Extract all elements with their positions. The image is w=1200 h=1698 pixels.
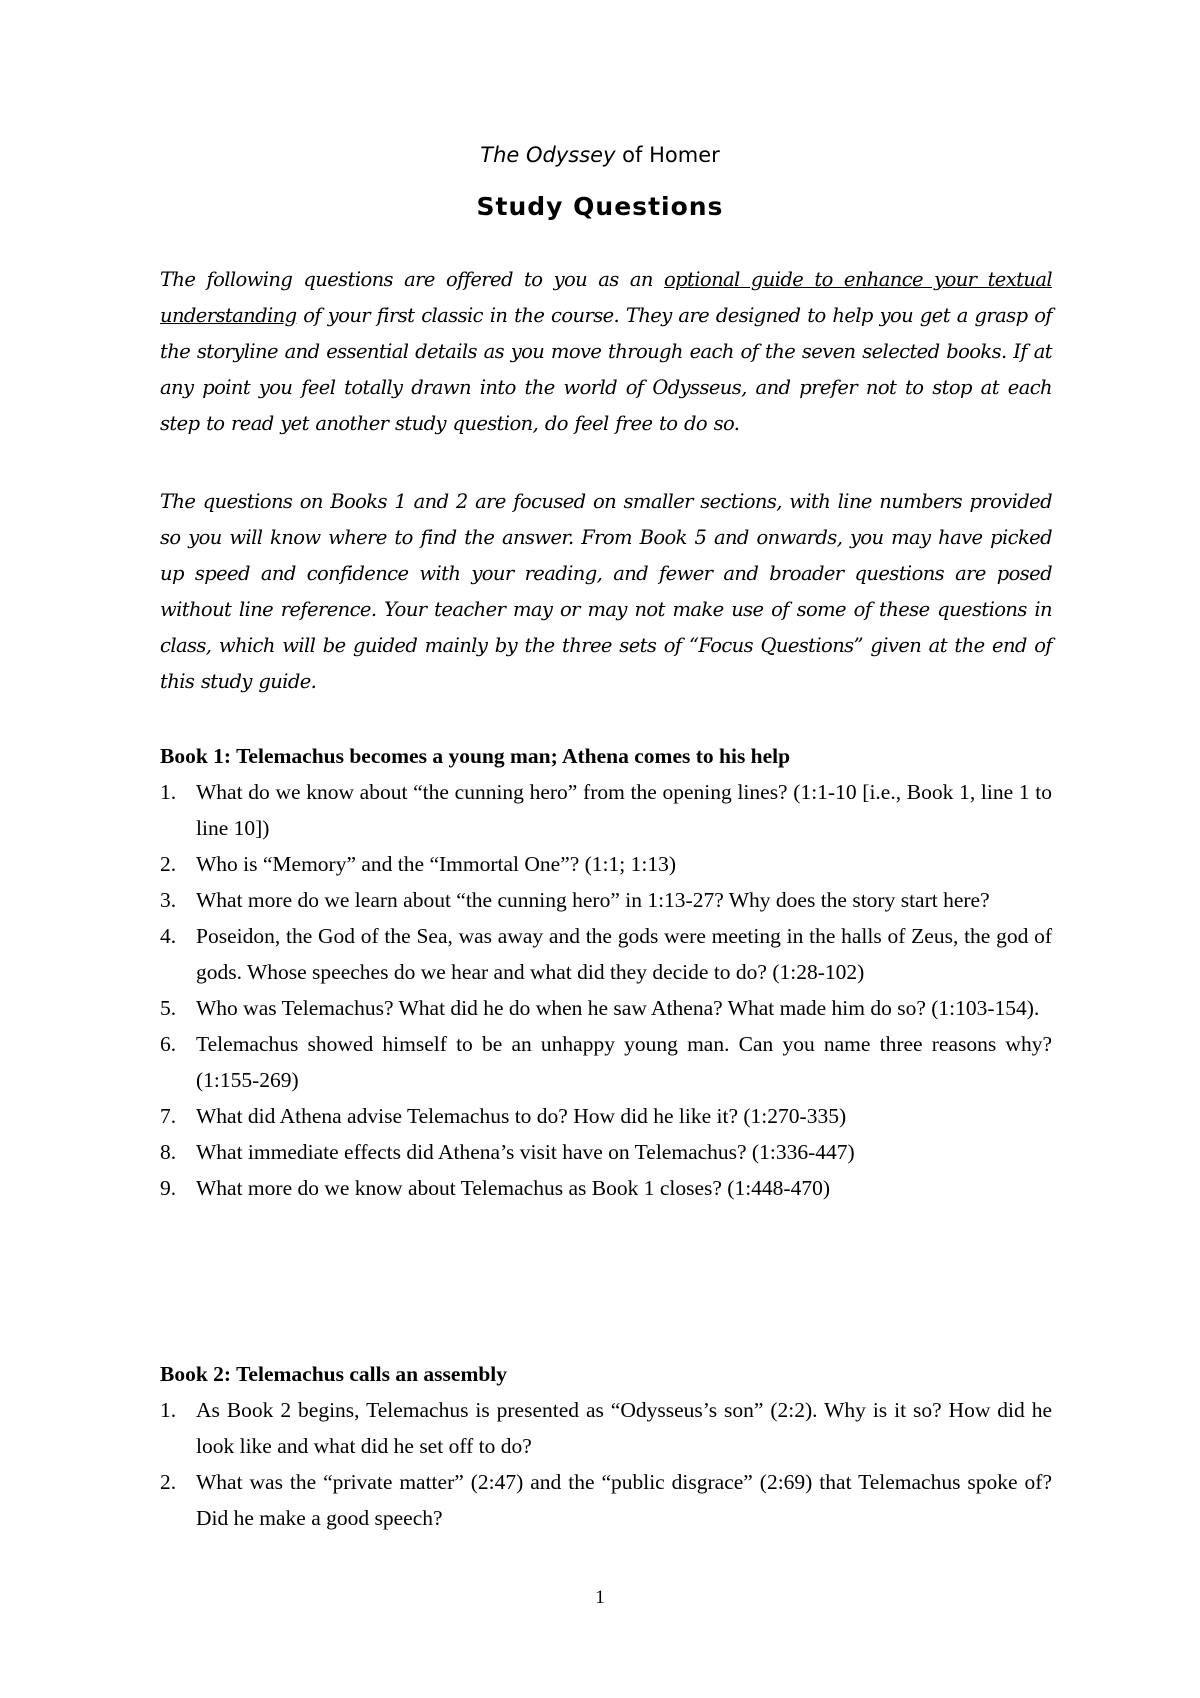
intro-paragraph-1: [160, 262, 1052, 442]
title-author: of Homer: [615, 143, 720, 167]
question-text: Who was Telemachus? What did he do when he saw Athena? What made him do so? (1:103-154).: [196, 996, 1040, 1020]
book2-heading: Book 2: Telemachus calls an assembly: [160, 1362, 508, 1386]
list-item: [160, 918, 1052, 990]
question-number: 9.: [160, 1176, 177, 1200]
question-text: What more do we know about Telemachus as Book 1 closes? (1:448-470): [196, 1176, 830, 1200]
intro-p1-start: The following questions are offered to you as an: [160, 268, 665, 291]
question-number: 5.: [160, 996, 177, 1020]
question-number: 4.: [160, 924, 177, 948]
intro-p1-underlined: optional guide to enhance your textual understanding: [160, 268, 1052, 327]
document-title: [0, 140, 1200, 170]
list-item: [160, 846, 1052, 882]
question-text: Who is “Memory” and the “Immortal One”? (1:1; 1:13): [196, 852, 677, 876]
question-number: 3.: [160, 888, 177, 912]
intro-paragraph-2: The questions on Books 1 and 2 are focused on smaller sections, with line numbers provided so you will know where to find the answer. From Book 5 and onwards, you may have picked up speed and confidence with your reading, and fewer and broader questions are posed without line reference. Your teacher may or may not make use of some of these questions in class, which will be guided mainly by the three sets of “Focus Questions” given at the end of this study guide.: [160, 490, 1052, 693]
list-item: [160, 1170, 1052, 1206]
question-number: 6.: [160, 1032, 177, 1056]
book1-heading: Book 1: Telemachus becomes a young man; Athena comes to his help: [160, 744, 791, 768]
book2-question-list: [160, 1392, 1052, 1536]
question-number: 8.: [160, 1140, 177, 1164]
question-number: 2.: [160, 1470, 177, 1494]
list-item: [160, 1098, 1052, 1134]
list-item: [160, 1392, 1052, 1464]
question-text: What more do we learn about “the cunning hero” in 1:13-27? Why does the story start here?: [196, 888, 990, 912]
question-text: What immediate effects did Athena’s visit have on Telemachus? (1:336-447): [196, 1140, 855, 1164]
question-number: 7.: [160, 1104, 177, 1128]
book1-question-list: [160, 774, 1052, 1206]
list-item: [160, 1464, 1052, 1536]
question-number: 1.: [160, 1398, 177, 1422]
title-work-name: The Odyssey: [480, 143, 616, 167]
intro-p1-end: of your first classic in the course. They are designed to help you get a grasp of the storyline and essential details as you move through each of the seven selected books. If at any point you feel totally drawn into the world of Odysseus, and prefer not to stop at each step to read yet another study question, do feel free to do so.: [160, 304, 1052, 435]
question-text: What did Athena advise Telemachus to do? How did he like it? (1:270-335): [196, 1104, 847, 1128]
question-text: Poseidon, the God of the Sea, was away and the gods were meeting in the halls of Zeus, the god of gods. Whose speeches do we hear and what did they decide to do? (1:28-102): [196, 924, 1052, 984]
page-number: 1: [595, 1587, 605, 1608]
list-item: [160, 1134, 1052, 1170]
question-number: 2.: [160, 852, 177, 876]
question-text: As Book 2 begins, Telemachus is presented as “Odysseus’s son” (2:2). Why is it so? How did he look like and what did he set off to do?: [196, 1398, 1052, 1458]
question-number: 1.: [160, 780, 177, 804]
list-item: [160, 774, 1052, 846]
list-item: [160, 990, 1052, 1026]
list-item: [160, 882, 1052, 918]
question-text: What was the “private matter” (2:47) and the “public disgrace” (2:69) that Telemachus spoke of? Did he make a good speech?: [196, 1470, 1052, 1530]
document-subtitle: Study Questions: [476, 192, 724, 221]
list-item: [160, 1026, 1052, 1098]
question-text: Telemachus showed himself to be an unhappy young man. Can you name three reasons why? (1:155-269): [196, 1032, 1052, 1092]
question-text: What do we know about “the cunning hero” from the opening lines? (1:1-10 [i.e., Book 1, line 1 to line 10]): [196, 780, 1052, 840]
